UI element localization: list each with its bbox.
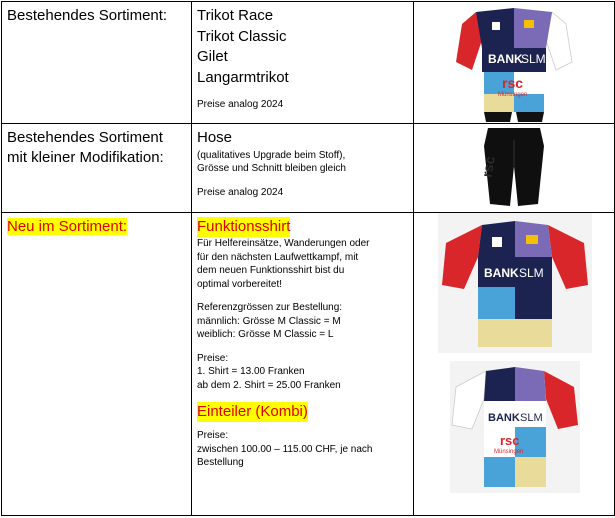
club-logo: rsc bbox=[500, 433, 520, 448]
category-new-label: Neu im Sortiment: bbox=[7, 218, 128, 235]
product-detail: Grösse und Schnitt bleiben gleich bbox=[197, 163, 346, 174]
product-detail: (qualitatives Upgrade beim Stoff), bbox=[197, 149, 346, 161]
svg-text:rsc: rsc bbox=[478, 154, 498, 179]
race-suit-illustration bbox=[454, 4, 574, 122]
row-existing bbox=[2, 2, 615, 124]
bank-logo: BANK bbox=[488, 412, 520, 424]
price-line: zwischen 100.00 – 115.00 CHF, je nach bbox=[197, 443, 373, 455]
description-line: für den nächsten Laufwettkampf, mit bbox=[197, 251, 359, 263]
size-line: männlich: Grösse M Classic = M bbox=[197, 315, 341, 327]
product-item: Hose bbox=[197, 129, 233, 146]
row-modified bbox=[2, 124, 615, 213]
kombi-image bbox=[450, 361, 580, 493]
race-suit-image bbox=[414, 2, 615, 124]
bank-logo-suffix: SLM bbox=[521, 52, 546, 66]
price-note: Preise analog 2024 bbox=[197, 99, 284, 110]
club-logo: rsc bbox=[502, 75, 524, 91]
price-line: 1. Shirt = 13.00 Franken bbox=[197, 366, 305, 377]
price-line: Preise: bbox=[197, 430, 229, 441]
product-item: Trikot Classic bbox=[197, 27, 287, 45]
bank-logo-suffix: SLM bbox=[519, 266, 544, 280]
club-logo-sub: Münsingen bbox=[498, 92, 528, 98]
product-item: Langarmtrikot bbox=[197, 68, 289, 86]
description-line: optimal vorbereitet! bbox=[197, 278, 283, 290]
category-existing: Bestehendes Sortiment: bbox=[2, 2, 192, 124]
bank-logo: BANK bbox=[488, 52, 523, 66]
price-line: Bestellung bbox=[197, 457, 244, 468]
new-products bbox=[192, 213, 414, 516]
product-title-funktionsshirt: Funktionsshirt bbox=[197, 218, 291, 235]
description-line: dem neuen Funktionsshirt bist du bbox=[197, 265, 345, 276]
size-line: weiblich: Grösse M Classic = L bbox=[197, 329, 334, 340]
club-logo-sub: Münsingen bbox=[494, 449, 524, 455]
bank-logo-suffix: SLM bbox=[520, 412, 543, 424]
shorts-illustration bbox=[474, 126, 554, 210]
row-new bbox=[2, 213, 615, 516]
product-item: Trikot Race bbox=[197, 7, 274, 24]
price-line: Preise: bbox=[197, 352, 229, 364]
category-new bbox=[2, 213, 192, 516]
sortiment-table bbox=[1, 1, 615, 516]
bank-logo: BANK bbox=[484, 266, 519, 280]
price-note: Preise analog 2024 bbox=[197, 186, 284, 198]
product-title-einteiler: Einteiler (Kombi) bbox=[197, 403, 308, 420]
product-item: Gilet bbox=[197, 48, 228, 65]
shorts-image bbox=[414, 124, 615, 213]
new-products-images bbox=[414, 213, 615, 516]
category-modified: Bestehendes Sortiment mit kleiner Modifikation: bbox=[2, 124, 192, 213]
modified-products bbox=[192, 124, 414, 213]
existing-products bbox=[192, 2, 414, 124]
function-shirt-image bbox=[438, 213, 592, 353]
size-line: Referenzgrössen zur Bestellung: bbox=[197, 302, 343, 313]
price-line: ab dem 2. Shirt = 25.00 Franken bbox=[197, 379, 341, 391]
description-line: Für Helfereinsätze, Wanderungen oder bbox=[197, 238, 370, 249]
